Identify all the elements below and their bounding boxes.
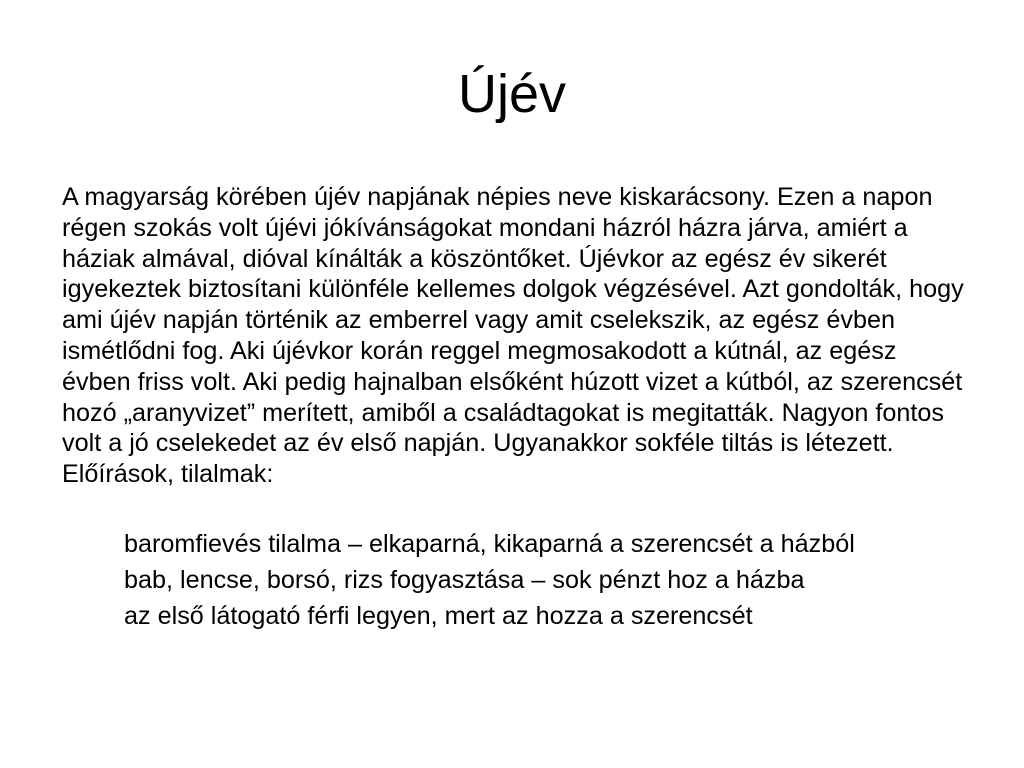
rules-list <box>124 529 984 637</box>
list-item: az első látogató férfi legyen, mert az hozza a szerencsét <box>124 602 753 630</box>
list-item: baromfievés tilalma – elkaparná, kikaparná a szerencsét a házból <box>124 530 855 558</box>
slide-paragraph: A magyarság körében újév napjának népies neve kiskarácsony. Ezen a napon régen szokás volt újévi jókívánságokat mondani házról házra járva, amiért a háziak almával, dióval kínálták a köszöntőket. Újévkor az egész év sikerét igyekeztek biztosítani különféle kellemes dolgok végzésével. Azt gondolták, hogy ami újév napján történik az emberrel vagy amit cselekszik, az egész évben ismétlődni fog. Aki újévkor korán reggel megmosakodott a kútnál, az egész évben friss volt. Aki pedig hajnalban elsőként húzott vizet a kútból, az szerencsét hozó „aranyvizet” merített, amiből a családtagokat is megitatták. Nagyon fontos volt a jó cselekedet az év első napján. Ugyanakkor sokféle tiltás is létezett. Előírások, tilalmak: <box>62 183 964 489</box>
list-item: bab, lencse, borsó, rizs fogyasztása – sok pénzt hoz a házba <box>124 566 805 594</box>
slide-title: Újév <box>457 64 567 124</box>
